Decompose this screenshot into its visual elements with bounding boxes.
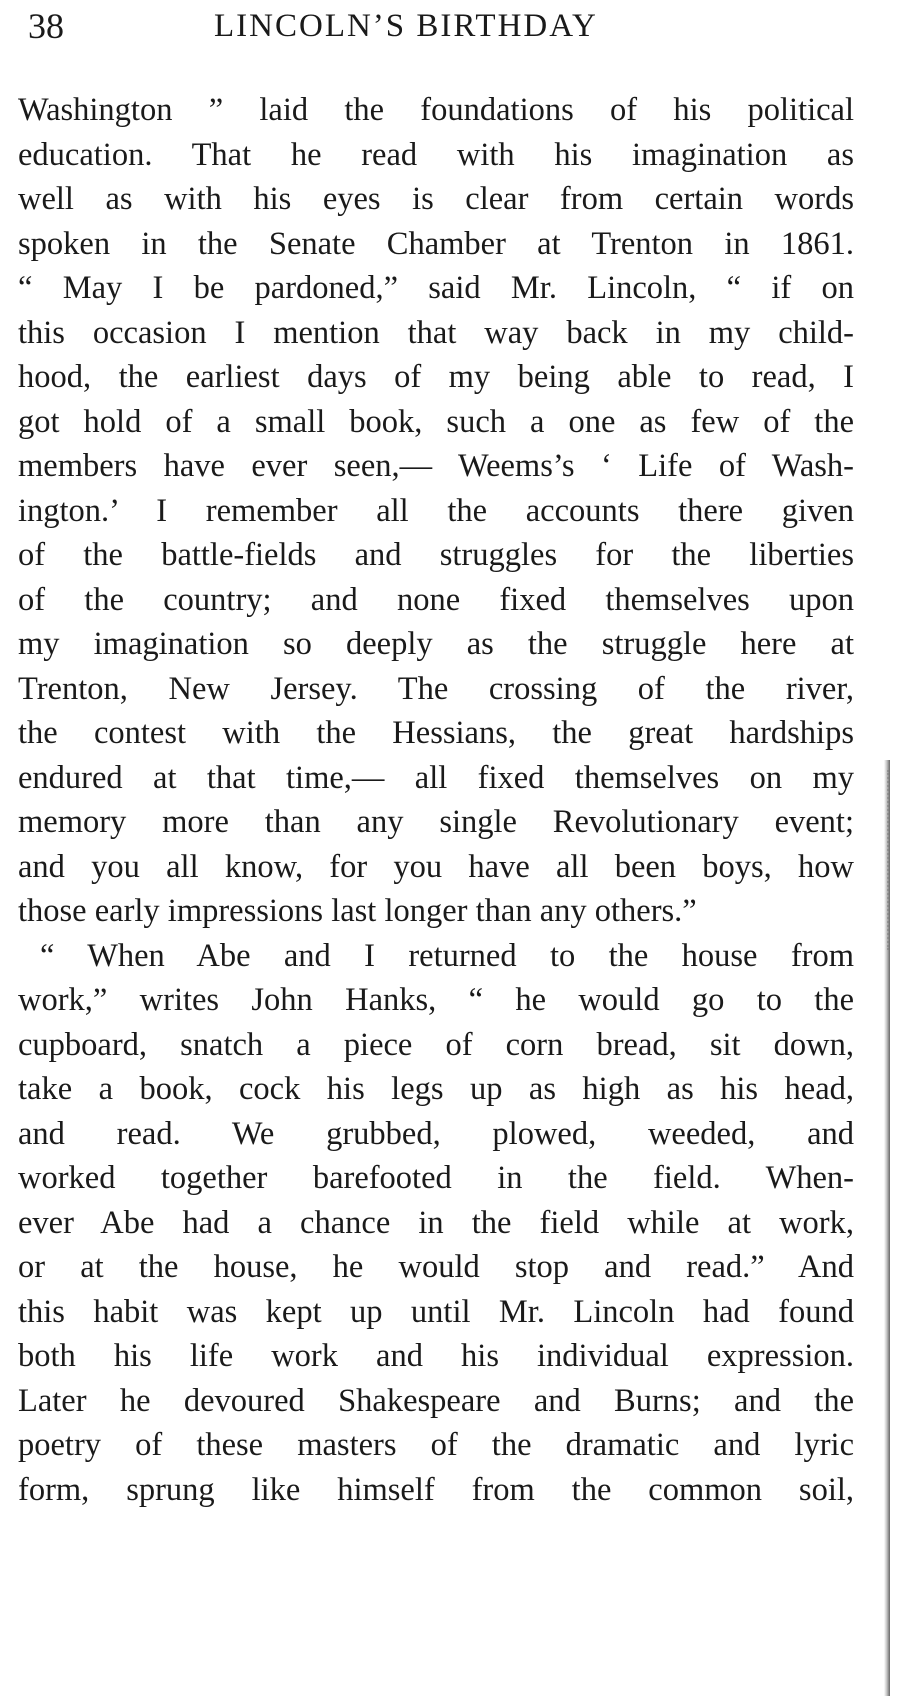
- text-line: or at the house, he would stop and read.” And: [18, 1249, 854, 1285]
- text-line: and you all know, for you have all been boys, how: [18, 848, 854, 885]
- text-line: both his life work and his individual expression.: [18, 1338, 854, 1374]
- text-line: take a book, cock his legs up as high as his head,: [18, 1071, 854, 1107]
- text-line-paragraph-end: those early impressions last longer than any others.”: [18, 893, 697, 929]
- text-line: education. That he read with his imagination as: [18, 136, 854, 173]
- text-line: ington.’ I remember all the accounts there given: [18, 492, 854, 529]
- text-line: cupboard, snatch a piece of corn bread, sit down,: [18, 1026, 854, 1063]
- text-line: got hold of a small book, such a one as few of the: [18, 403, 854, 440]
- page-edge-marks: [887, 770, 891, 950]
- text-line: this habit was kept up until Mr. Lincoln had found: [18, 1293, 854, 1330]
- text-line-paragraph-start: “ When Abe and I returned to the house from: [40, 937, 854, 974]
- text-line: this occasion I mention that way back in my child-: [18, 314, 854, 351]
- text-line: of the battle-fields and struggles for the liberties: [18, 537, 854, 573]
- text-line: members have ever seen,— Weems’s ‘ Life of Wash-: [18, 448, 854, 484]
- text-line: worked together barefooted in the field. When-: [18, 1160, 854, 1196]
- text-line: poetry of these masters of the dramatic and lyric: [18, 1427, 854, 1463]
- text-line: form, sprung like himself from the common soil,: [18, 1471, 854, 1508]
- text-line: “ May I be pardoned,” said Mr. Lincoln, “ if on: [18, 270, 854, 306]
- running-head: [24, 2, 864, 50]
- text-line: spoken in the Senate Chamber at Trenton in 1861.: [18, 225, 854, 262]
- text-line: of the country; and none fixed themselves upon: [18, 581, 854, 618]
- text-line: Trenton, New Jersey. The crossing of the river,: [18, 670, 854, 707]
- text-line: my imagination so deeply as the struggle here at: [18, 626, 854, 662]
- text-line: Later he devoured Shakespeare and Burns; and the: [18, 1382, 854, 1419]
- text-line: well as with his eyes is clear from certain words: [18, 181, 854, 217]
- text-line: endured at that time,— all fixed themselves on my: [18, 759, 854, 796]
- text-line: ever Abe had a chance in the field while at work,: [18, 1204, 854, 1241]
- text-line: Washington ” laid the foundations of his political: [18, 92, 854, 128]
- running-title: LINCOLN’S BIRTHDAY: [214, 8, 598, 44]
- text-line: memory more than any single Revolutionary event;: [18, 804, 854, 840]
- text-line: the contest with the Hessians, the great hardships: [18, 715, 854, 751]
- text-line: hood, the earliest days of my being able to read, I: [18, 359, 854, 395]
- body-text: [18, 88, 854, 1512]
- text-line: and read. We grubbed, plowed, weeded, and: [18, 1115, 854, 1152]
- text-line: work,” writes John Hanks, “ he would go to the: [18, 982, 854, 1018]
- page-number: 38: [28, 6, 64, 46]
